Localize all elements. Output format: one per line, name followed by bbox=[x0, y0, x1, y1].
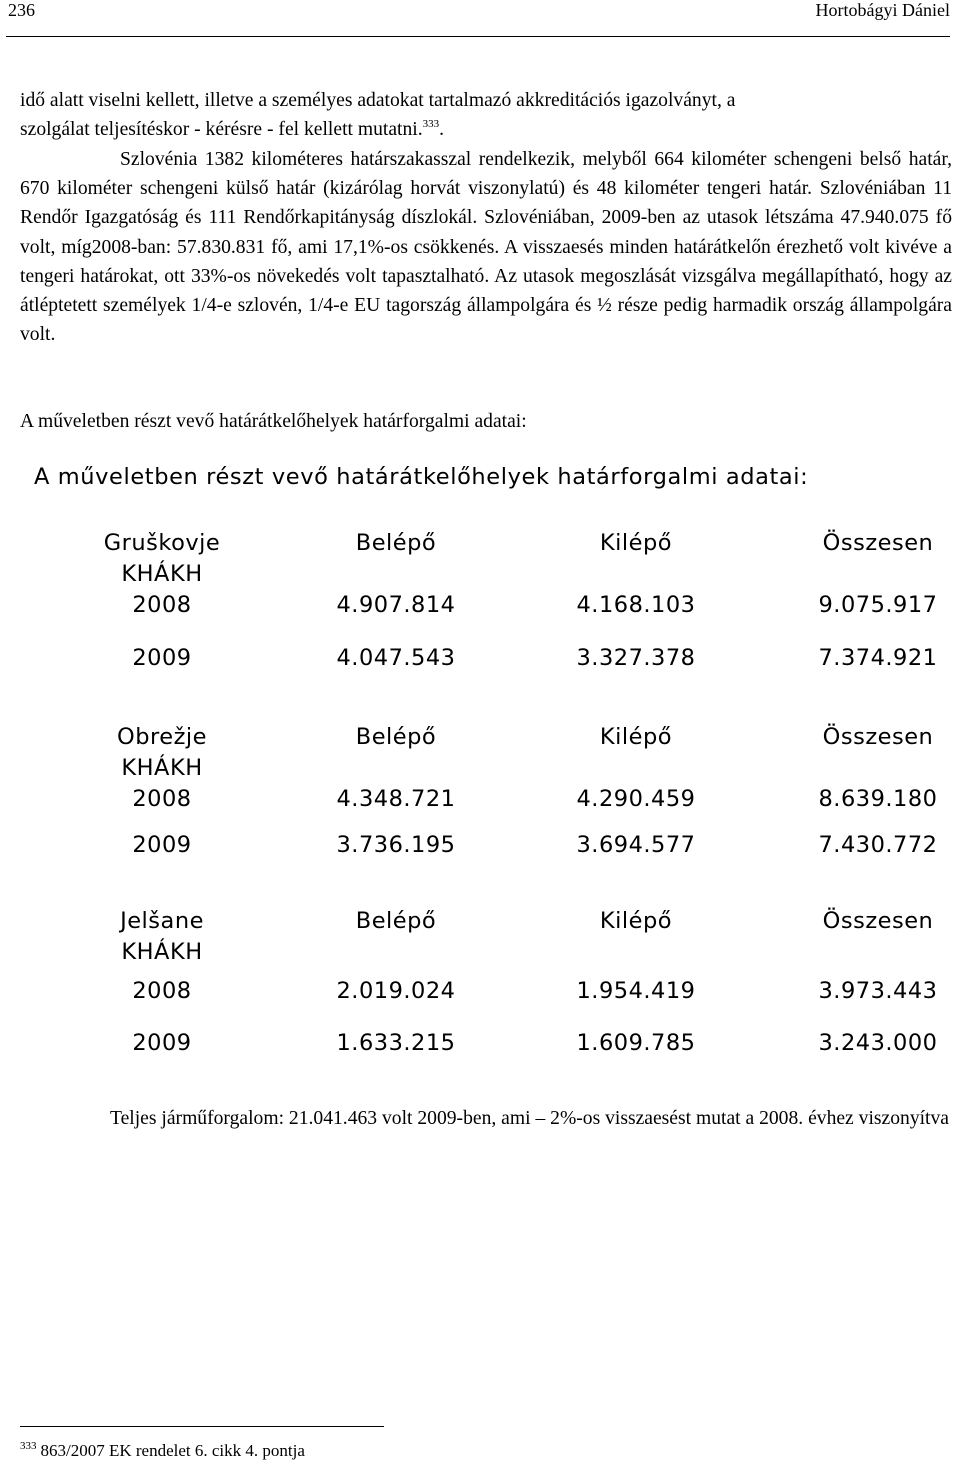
row-year: 2008 bbox=[132, 978, 192, 1004]
footnote bbox=[20, 1436, 305, 1461]
crossing-name: Obrežje bbox=[117, 724, 207, 750]
row-exit: 4.290.459 bbox=[576, 786, 696, 812]
row-entry: 3.736.195 bbox=[336, 832, 456, 858]
row-total: 7.374.921 bbox=[818, 645, 938, 671]
row-exit: 1.609.785 bbox=[576, 1030, 696, 1056]
row-year: 2008 bbox=[132, 592, 192, 618]
row-year: 2008 bbox=[132, 786, 192, 812]
col-header-exit: Kilépő bbox=[599, 724, 673, 750]
row-total: 9.075.917 bbox=[818, 592, 938, 618]
col-header-total: Összesen bbox=[822, 530, 934, 556]
paragraph-2-text: Szlovénia 1382 kilométeres határszakasszal rendelkezik, melyből 664 kilométer schengeni belső határ, 670 kilométer schengeni külső határ (kizárólag horvát viszonylatú) és 48 kilométer tengeri határ. Szlovéniában 11 Rendőr Igazgatóság és 111 Rendőrkapitányság díszlokál. Szlovéniában, 2009-ben az utasok létszáma 47.940.075 fő volt, míg2008-ban: 57.830.831 fő, ami 17,1%-os csökkenés. A visszaesés minden határátkelőn érezhető volt kivéve a tengeri határokat, ott 33%-os növekedés volt tapasztalható. Az utasok megoszlását vizsgálva megállapítható, hogy az átléptetett személyek 1/4-e szlovén, 1/4-e EU tagország állampolgára és ½ része pedig harmadik ország állampolgára volt. bbox=[20, 149, 952, 346]
footnote-divider bbox=[20, 1426, 384, 1427]
closing-text: Teljes járműforgalom: 21.041.463 volt 2009-ben, ami – 2%-os visszaesést mutat a 2008. évhez viszonyítva bbox=[110, 1108, 949, 1129]
row-exit: 1.954.419 bbox=[576, 978, 696, 1004]
crossing-name: Jelšane bbox=[120, 908, 204, 934]
row-exit: 3.327.378 bbox=[576, 645, 696, 671]
row-year: 2009 bbox=[132, 1030, 192, 1056]
row-entry: 4.907.814 bbox=[336, 592, 456, 618]
crossing-name: Gruškovje bbox=[103, 530, 221, 556]
footnote-number: 333 bbox=[20, 1440, 37, 1452]
crossing-type: KHÁKH bbox=[121, 755, 203, 781]
paragraph-2 bbox=[20, 145, 952, 349]
row-entry: 2.019.024 bbox=[336, 978, 456, 1004]
table-title: A műveletben részt vevő határátkelőhelyek határforgalmi adatai: bbox=[34, 464, 809, 490]
section-heading: A műveletben részt vevő határátkelőhelyek határforgalmi adatai: bbox=[20, 411, 527, 432]
row-year: 2009 bbox=[132, 832, 192, 858]
row-total: 7.430.772 bbox=[818, 832, 938, 858]
crossing-type: KHÁKH bbox=[121, 561, 203, 587]
col-header-exit: Kilépő bbox=[599, 530, 673, 556]
row-exit: 3.694.577 bbox=[576, 832, 696, 858]
paragraph-1-line-1: idő alatt viselni kellett, illetve a személyes adatokat tartalmazó akkreditációs igazolványt, a bbox=[20, 90, 736, 111]
paragraph-1-end: . bbox=[439, 119, 445, 141]
row-year: 2009 bbox=[132, 645, 192, 671]
col-header-total: Összesen bbox=[822, 908, 934, 934]
row-total: 3.973.443 bbox=[818, 978, 938, 1004]
row-entry: 4.348.721 bbox=[336, 786, 456, 812]
running-author: Hortobágyi Dániel bbox=[815, 0, 950, 20]
col-header-entry: Belépő bbox=[355, 908, 437, 934]
crossing-type: KHÁKH bbox=[121, 939, 203, 965]
paragraph-1-line-2: szolgálat teljesítéskor - kérésre - fel kellett mutatni. bbox=[20, 119, 423, 141]
footnote-text: 863/2007 EK rendelet 6. cikk 4. pontja bbox=[40, 1441, 305, 1460]
footnote-ref[interactable]: 333 bbox=[422, 118, 440, 131]
row-entry: 4.047.543 bbox=[336, 645, 456, 671]
closing-paragraph bbox=[20, 1104, 952, 1133]
page-header bbox=[6, 0, 950, 37]
col-header-entry: Belépő bbox=[355, 724, 437, 750]
row-total: 3.243.000 bbox=[818, 1030, 938, 1056]
col-header-exit: Kilépő bbox=[599, 908, 673, 934]
page-number: 236 bbox=[8, 0, 35, 20]
col-header-entry: Belépő bbox=[355, 530, 437, 556]
row-entry: 1.633.215 bbox=[336, 1030, 456, 1056]
row-total: 8.639.180 bbox=[818, 786, 938, 812]
col-header-total: Összesen bbox=[822, 724, 934, 750]
row-exit: 4.168.103 bbox=[576, 592, 696, 618]
paragraph-1 bbox=[20, 86, 952, 144]
